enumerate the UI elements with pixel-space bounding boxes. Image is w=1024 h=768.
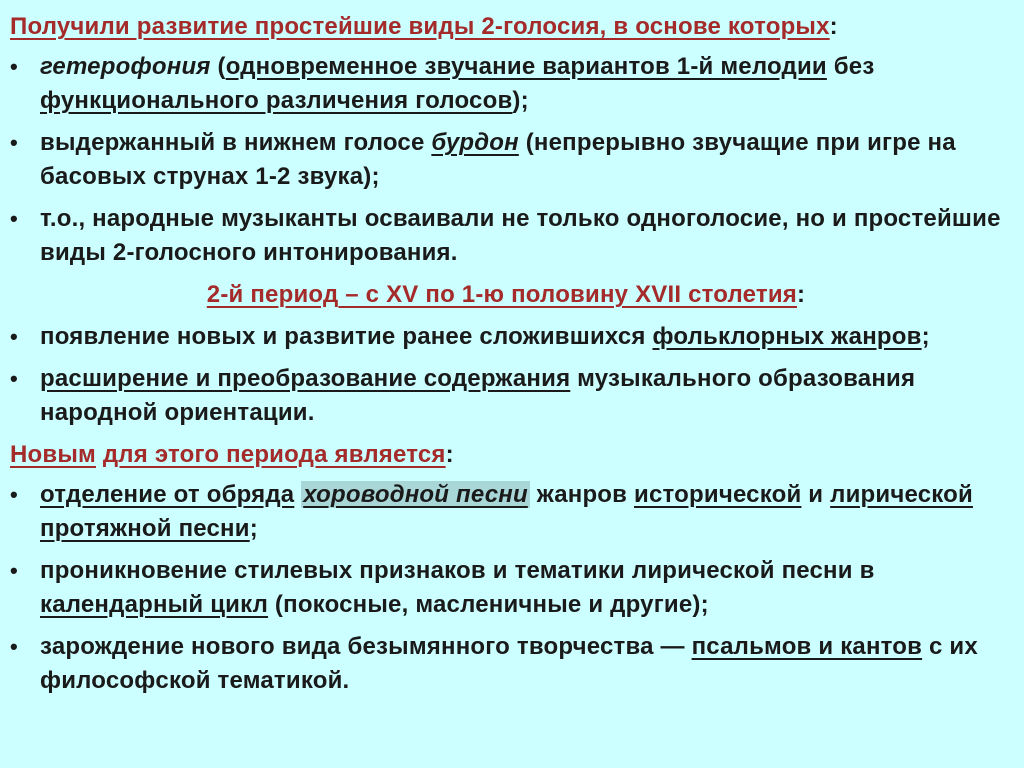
period-2-label: 2-й период	[206, 281, 339, 308]
list-period-2	[10, 320, 1002, 430]
text-segment: (непрерывно звучащие при игре на басовых струнах 1-2 звука);	[40, 129, 956, 190]
heading-new-in-period	[10, 438, 1002, 472]
bullet-icon: •	[10, 366, 18, 391]
text-segment-end: ;	[921, 323, 930, 350]
heterophony-definition-2: функционального различения голосов	[40, 87, 513, 114]
text-segment-end: ;	[249, 515, 258, 542]
text-segment: без	[826, 53, 875, 80]
heading-intro-colon: :	[829, 13, 838, 40]
term-calendar-cycle: календарный цикл	[40, 591, 269, 618]
term-historical: исторической	[634, 481, 802, 508]
text-segment: и	[801, 481, 831, 508]
heading-period-2	[10, 278, 1002, 312]
heading-new-part1: Новым	[10, 441, 96, 468]
list-item-heterophony	[10, 50, 1002, 118]
heading-new-colon: :	[445, 441, 454, 468]
bullet-icon: •	[10, 324, 18, 349]
term-lyrical-song: лирической протяжной песни	[40, 481, 973, 542]
term-heterophony: гетерофония	[40, 53, 211, 80]
list-item-folk-musicians	[10, 202, 1002, 270]
term-round-dance-song: хороводной песни	[303, 481, 528, 508]
text-segment: выдержанный в нижнем голосе	[40, 129, 432, 156]
paren-open: (	[210, 53, 226, 80]
period-2-colon: :	[797, 281, 806, 308]
heterophony-definition-1: одновременное звучание вариантов 1-й мелодии	[225, 53, 827, 80]
term-bourdon: бурдон	[431, 129, 519, 156]
text-segment: т.о., народные музыканты осваивали не только одноголосие, но и простейшие виды 2-голосного интонирования.	[40, 205, 1001, 266]
heading-intro-text: Получили развитие простейшие виды 2-голосия, в основе которых	[10, 13, 830, 40]
text-segment: (покосные, масленичные и другие);	[268, 591, 709, 618]
term-psalms-and-kants: псальмов и кантов	[691, 633, 923, 660]
text-segment: музыкального образования народной ориентации.	[40, 365, 916, 426]
text-segment: проникновение стилевых признаков и тематики лирической песни в	[40, 557, 875, 584]
bullet-icon: •	[10, 558, 18, 583]
bullet-icon: •	[10, 482, 18, 507]
text-segment: зарождение нового вида безымянного творчества —	[40, 633, 692, 660]
list-item-content-expansion	[10, 362, 1002, 430]
list-item-separation-from-ritual	[10, 478, 1002, 546]
list-item-folk-genres	[10, 320, 1002, 354]
text-segment: появление новых и развитие ранее сложившихся	[40, 323, 653, 350]
bullet-icon: •	[10, 634, 18, 659]
text-segment: жанров	[529, 481, 634, 508]
bullet-icon: •	[10, 206, 18, 231]
bullet-icon: •	[10, 130, 18, 155]
period-2-dates: – с XV по 1-ю половину XVII столетия	[338, 281, 798, 308]
text-segment-end: );	[512, 87, 529, 114]
list-item-bourdon	[10, 126, 1002, 194]
heading-new-space	[96, 441, 103, 468]
text-segment: с их философской тематикой.	[40, 633, 978, 694]
heading-intro	[10, 10, 1002, 44]
term-separation: отделение от обряда	[40, 481, 295, 508]
list-item-calendar-cycle	[10, 554, 1002, 622]
bullet-icon: •	[10, 54, 18, 79]
list-new-features	[10, 478, 1002, 698]
list-two-voice-types	[10, 50, 1002, 270]
heading-new-part2: для этого периода является	[102, 441, 446, 468]
term-content-expansion: расширение и преобразование содержания	[40, 365, 571, 392]
term-folk-genres: фольклорных жанров	[652, 323, 922, 350]
list-item-anonymous-creativity	[10, 630, 1002, 698]
